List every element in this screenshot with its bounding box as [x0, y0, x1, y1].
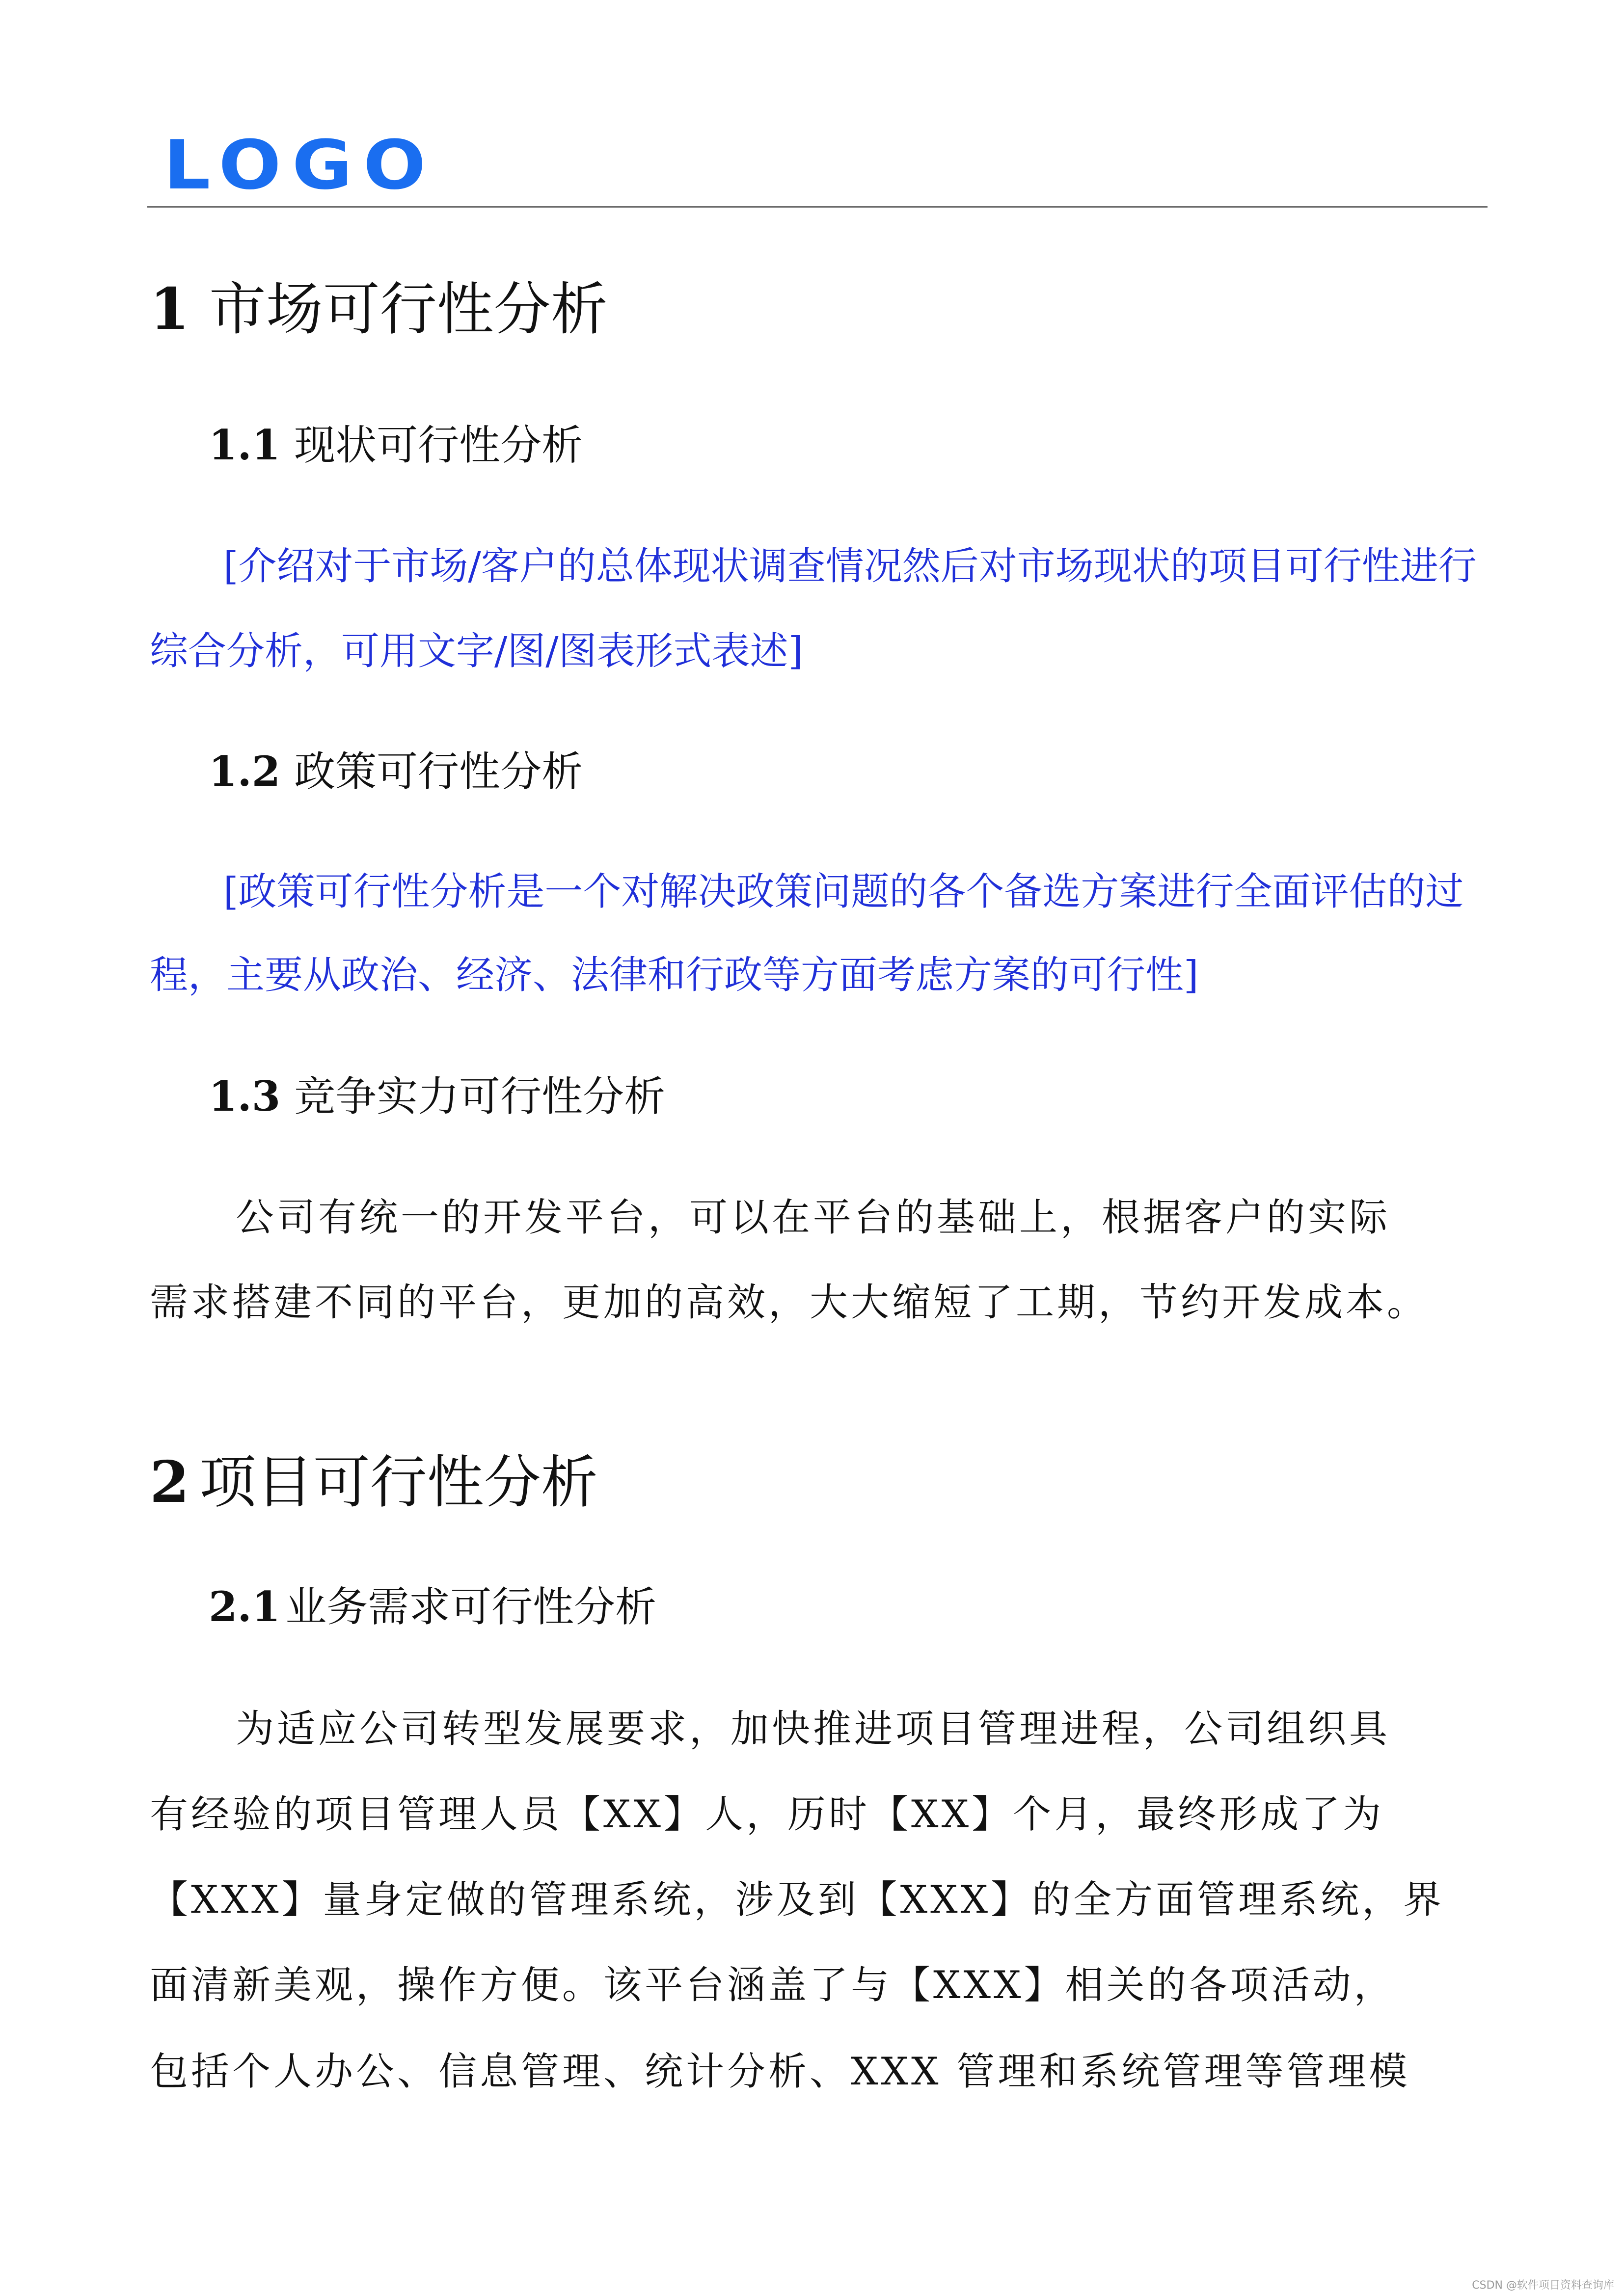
paragraph-line: 需求搭建不同的平台，更加的高效，大大缩短了工期，节约开发成本。: [150, 1281, 1429, 1325]
section-1-number: 1: [150, 276, 189, 343]
paragraph-line: 包括个人办公、信息管理、统计分析、XXX 管理和系统管理等管理模: [150, 2050, 1410, 2094]
section-2-number: 2: [150, 1449, 189, 1516]
section-1-3-number: 1.3: [209, 1072, 281, 1121]
section-1-1-title: 现状可行性分析: [294, 421, 583, 469]
section-2-1-title: 业务需求可行性分析: [285, 1583, 657, 1631]
section-1-2-heading: [209, 747, 583, 796]
paragraph-line: 面清新美观，操作方便。该平台涵盖了与【XXX】相关的各项活动，: [150, 1963, 1395, 2007]
paragraph-line: 【XXX】量身定做的管理系统，涉及到【XXX】的全方面管理系统，界: [150, 1878, 1445, 1922]
section-2-1-heading: [209, 1582, 657, 1631]
paragraph-line: 有经验的项目管理人员【XX】人，历时【XX】个月，最终形成了为: [150, 1792, 1384, 1837]
section-2-1-number: 2.1: [209, 1582, 281, 1631]
section-1-2-number: 1.2: [209, 747, 281, 796]
section-1-3-heading: [209, 1072, 666, 1121]
logo: LOGO: [163, 126, 437, 205]
watermark: CSDN @软件项目资料查询库: [1472, 2279, 1614, 2292]
section-1-title: 市场可行性分析: [209, 276, 608, 343]
section-1-1-heading: [209, 421, 583, 469]
section-2-heading: [150, 1449, 598, 1516]
paragraph-line: 为适应公司转型发展要求，加快推进项目管理进程，公司组织具: [236, 1707, 1391, 1751]
section-1-1-number: 1.1: [209, 421, 281, 469]
paragraph-line: [政策可行性分析是一个对解决政策问题的各个备选方案进行全面评估的过: [223, 870, 1464, 914]
section-1-3-title: 竞争实力可行性分析: [294, 1072, 666, 1121]
paragraph-line: 程，主要从政治、经济、法律和行政等方面考虑方案的可行性]: [150, 953, 1199, 997]
section-1-2-title: 政策可行性分析: [294, 748, 583, 796]
header-divider: [147, 206, 1488, 208]
section-1-heading: [150, 276, 608, 343]
paragraph-line: [介绍对于市场/客户的总体现状调查情况然后对市场现状的项目可行性进行: [223, 544, 1477, 588]
section-2-title: 项目可行性分析: [199, 1449, 598, 1516]
paragraph-line: 综合分析，可用文字/图/图表形式表述]: [150, 629, 803, 673]
paragraph-line: 公司有统一的开发平台，可以在平台的基础上，根据客户的实际: [236, 1196, 1391, 1240]
